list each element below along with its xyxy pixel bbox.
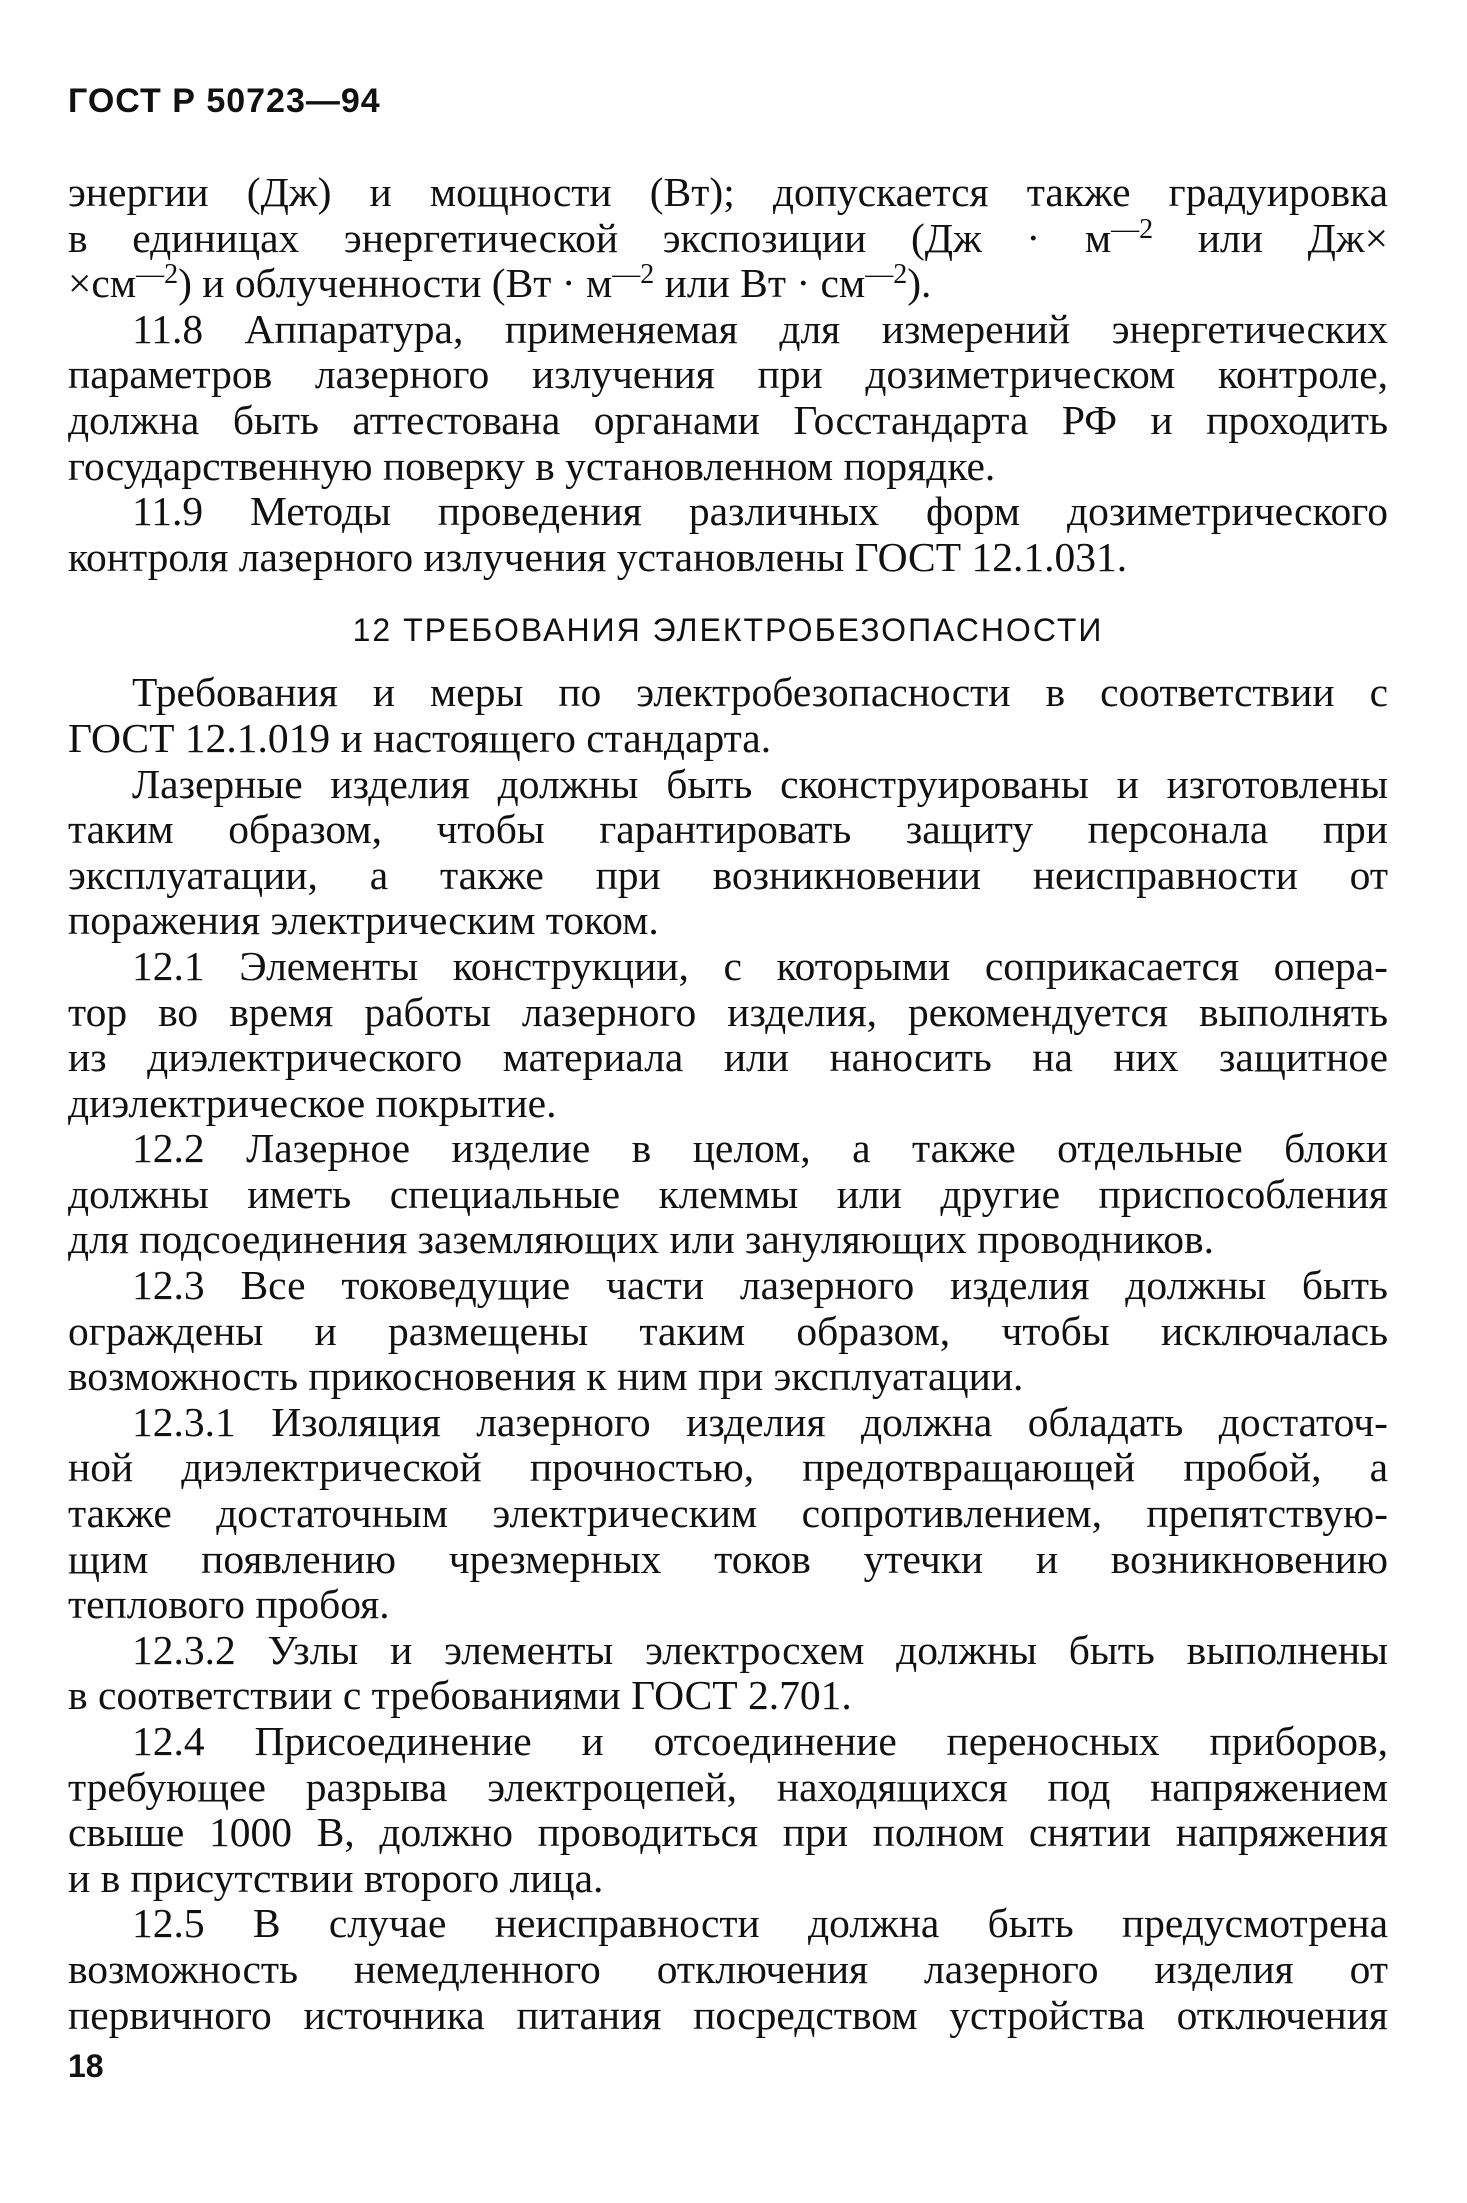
paragraph-12-2 bbox=[68, 1126, 1388, 1263]
text-line: энергии (Дж) и мощности (Вт); допускается также градуировка bbox=[68, 169, 1388, 215]
text-line: требующее разрыва электроцепей, находящихся под напряжением bbox=[68, 1763, 1388, 1810]
text-line: должны иметь специальные клеммы или другие приспособления bbox=[68, 1170, 1388, 1217]
text-line: 12.3.1 Изоляция лазерного изделия должна обладать достаточ- bbox=[132, 1398, 1388, 1445]
body-text bbox=[68, 170, 1388, 2038]
text-line: параметров лазерного излучения при дозиметрическом контроле, bbox=[68, 351, 1388, 398]
paragraph-12-1 bbox=[68, 944, 1388, 1126]
text-fragment: в единицах энергетической экспозиции (Дж · м bbox=[68, 214, 1112, 261]
text-line: ГОСТ 12.1.019 и настоящего стандарта. bbox=[68, 714, 772, 761]
text-line: эксплуатации, а также при возникновении неисправности от bbox=[68, 851, 1388, 898]
text-line: Требования и меры по электробезопасности в соответствии с bbox=[132, 669, 1388, 716]
text-line: и в присутствии второго лица. bbox=[68, 1854, 604, 1901]
running-head: ГОСТ Р 50723—94 bbox=[68, 82, 381, 120]
paragraph-11-8 bbox=[68, 307, 1388, 489]
text-line: 11.9 Методы проведения различных форм дозиметрического bbox=[132, 488, 1388, 535]
text-line: в соответствии с требованиями ГОСТ 2.701. bbox=[68, 1672, 852, 1719]
text-line: поражения электрическим током. bbox=[68, 897, 659, 944]
text-line: теплового пробоя. bbox=[68, 1581, 390, 1628]
text-line: должна быть аттестована органами Госстандарта РФ и проходить bbox=[68, 396, 1388, 443]
text-line: диэлектрическое покрытие. bbox=[68, 1079, 557, 1126]
text-line: также достаточным электрическим сопротивлением, препятствую- bbox=[68, 1490, 1388, 1537]
paragraph-12-4 bbox=[68, 1719, 1388, 1901]
text-fragment: или Вт · см bbox=[654, 260, 866, 307]
superscript: —2 bbox=[865, 259, 908, 291]
paragraph-12-3-1 bbox=[68, 1400, 1388, 1628]
paragraph-11-9 bbox=[68, 489, 1388, 580]
paragraph-intro bbox=[68, 670, 1388, 761]
text-line bbox=[68, 213, 1388, 262]
text-line: 12.1 Элементы конструкции, с которыми соприкасается опера- bbox=[132, 942, 1388, 989]
text-fragment: или Дж× bbox=[1153, 214, 1388, 261]
paragraph-laser-products bbox=[68, 762, 1388, 944]
text-line: первичного источника питания посредством устройства отключения bbox=[68, 1991, 1388, 2038]
text-line: щим появлению чрезмерных токов утечки и возникновению bbox=[68, 1535, 1388, 1582]
section-heading: 12 ТРЕБОВАНИЯ ЭЛЕКТРОБЕЗОПАСНОСТИ bbox=[352, 612, 1104, 649]
text-line: 12.2 Лазерное изделие в целом, а также отдельные блоки bbox=[132, 1125, 1388, 1172]
text-line: ной диэлектрической прочностью, предотвращающей пробой, а bbox=[68, 1444, 1388, 1491]
superscript: —2 bbox=[136, 259, 179, 291]
text-line: 12.4 Присоединение и отсоединение переносных приборов, bbox=[132, 1718, 1388, 1764]
text-fragment: ). bbox=[907, 260, 932, 307]
text-line: таким образом, чтобы гарантировать защиту персонала при bbox=[68, 806, 1388, 853]
superscript: —2 bbox=[612, 259, 655, 291]
text-line bbox=[68, 261, 1388, 307]
text-line: возможность немедленного отключения лазерного изделия от bbox=[68, 1945, 1388, 1992]
paragraph-12-3 bbox=[68, 1263, 1388, 1400]
text-fragment: ×см bbox=[68, 260, 137, 307]
page-number: 18 bbox=[68, 2048, 104, 2084]
text-line: свыше 1000 В, должно проводиться при полном снятии напряжения bbox=[68, 1809, 1388, 1856]
text-line: ограждены и размещены таким образом, чтобы исключалась bbox=[68, 1307, 1388, 1354]
superscript: —2 bbox=[1111, 213, 1154, 245]
text-line: государственную поверку в установленном порядке. bbox=[68, 442, 996, 489]
paragraph-continuation bbox=[68, 170, 1388, 307]
paragraph-12-5 bbox=[68, 1901, 1388, 2038]
text-line: возможность прикосновения к ним при эксплуатации. bbox=[68, 1353, 1024, 1400]
text-line: 11.8 Аппаратура, применяемая для измерений энергетических bbox=[132, 305, 1388, 352]
text-line: для подсоединения заземляющих или зануляющих проводников. bbox=[68, 1216, 1214, 1263]
text-line: из диэлектрического материала или наносить на них защитное bbox=[68, 1034, 1388, 1081]
text-line: Лазерные изделия должны быть сконструированы и изготовлены bbox=[132, 760, 1388, 807]
text-line: контроля лазерного излучения установлены ГОСТ 12.1.031. bbox=[68, 533, 1128, 580]
text-fragment: ) и облученности (Вт · м bbox=[178, 260, 613, 307]
text-line: 12.3 Все токоведущие части лазерного изделия должны быть bbox=[132, 1262, 1388, 1309]
text-line: 12.5 В случае неисправности должна быть предусмотрена bbox=[132, 1900, 1388, 1947]
text-line: 12.3.2 Узлы и элементы электросхем должны быть выполнены bbox=[132, 1626, 1388, 1673]
text-line: тор во время работы лазерного изделия, рекомендуется выполнять bbox=[68, 988, 1388, 1035]
paragraph-12-3-2 bbox=[68, 1628, 1388, 1719]
